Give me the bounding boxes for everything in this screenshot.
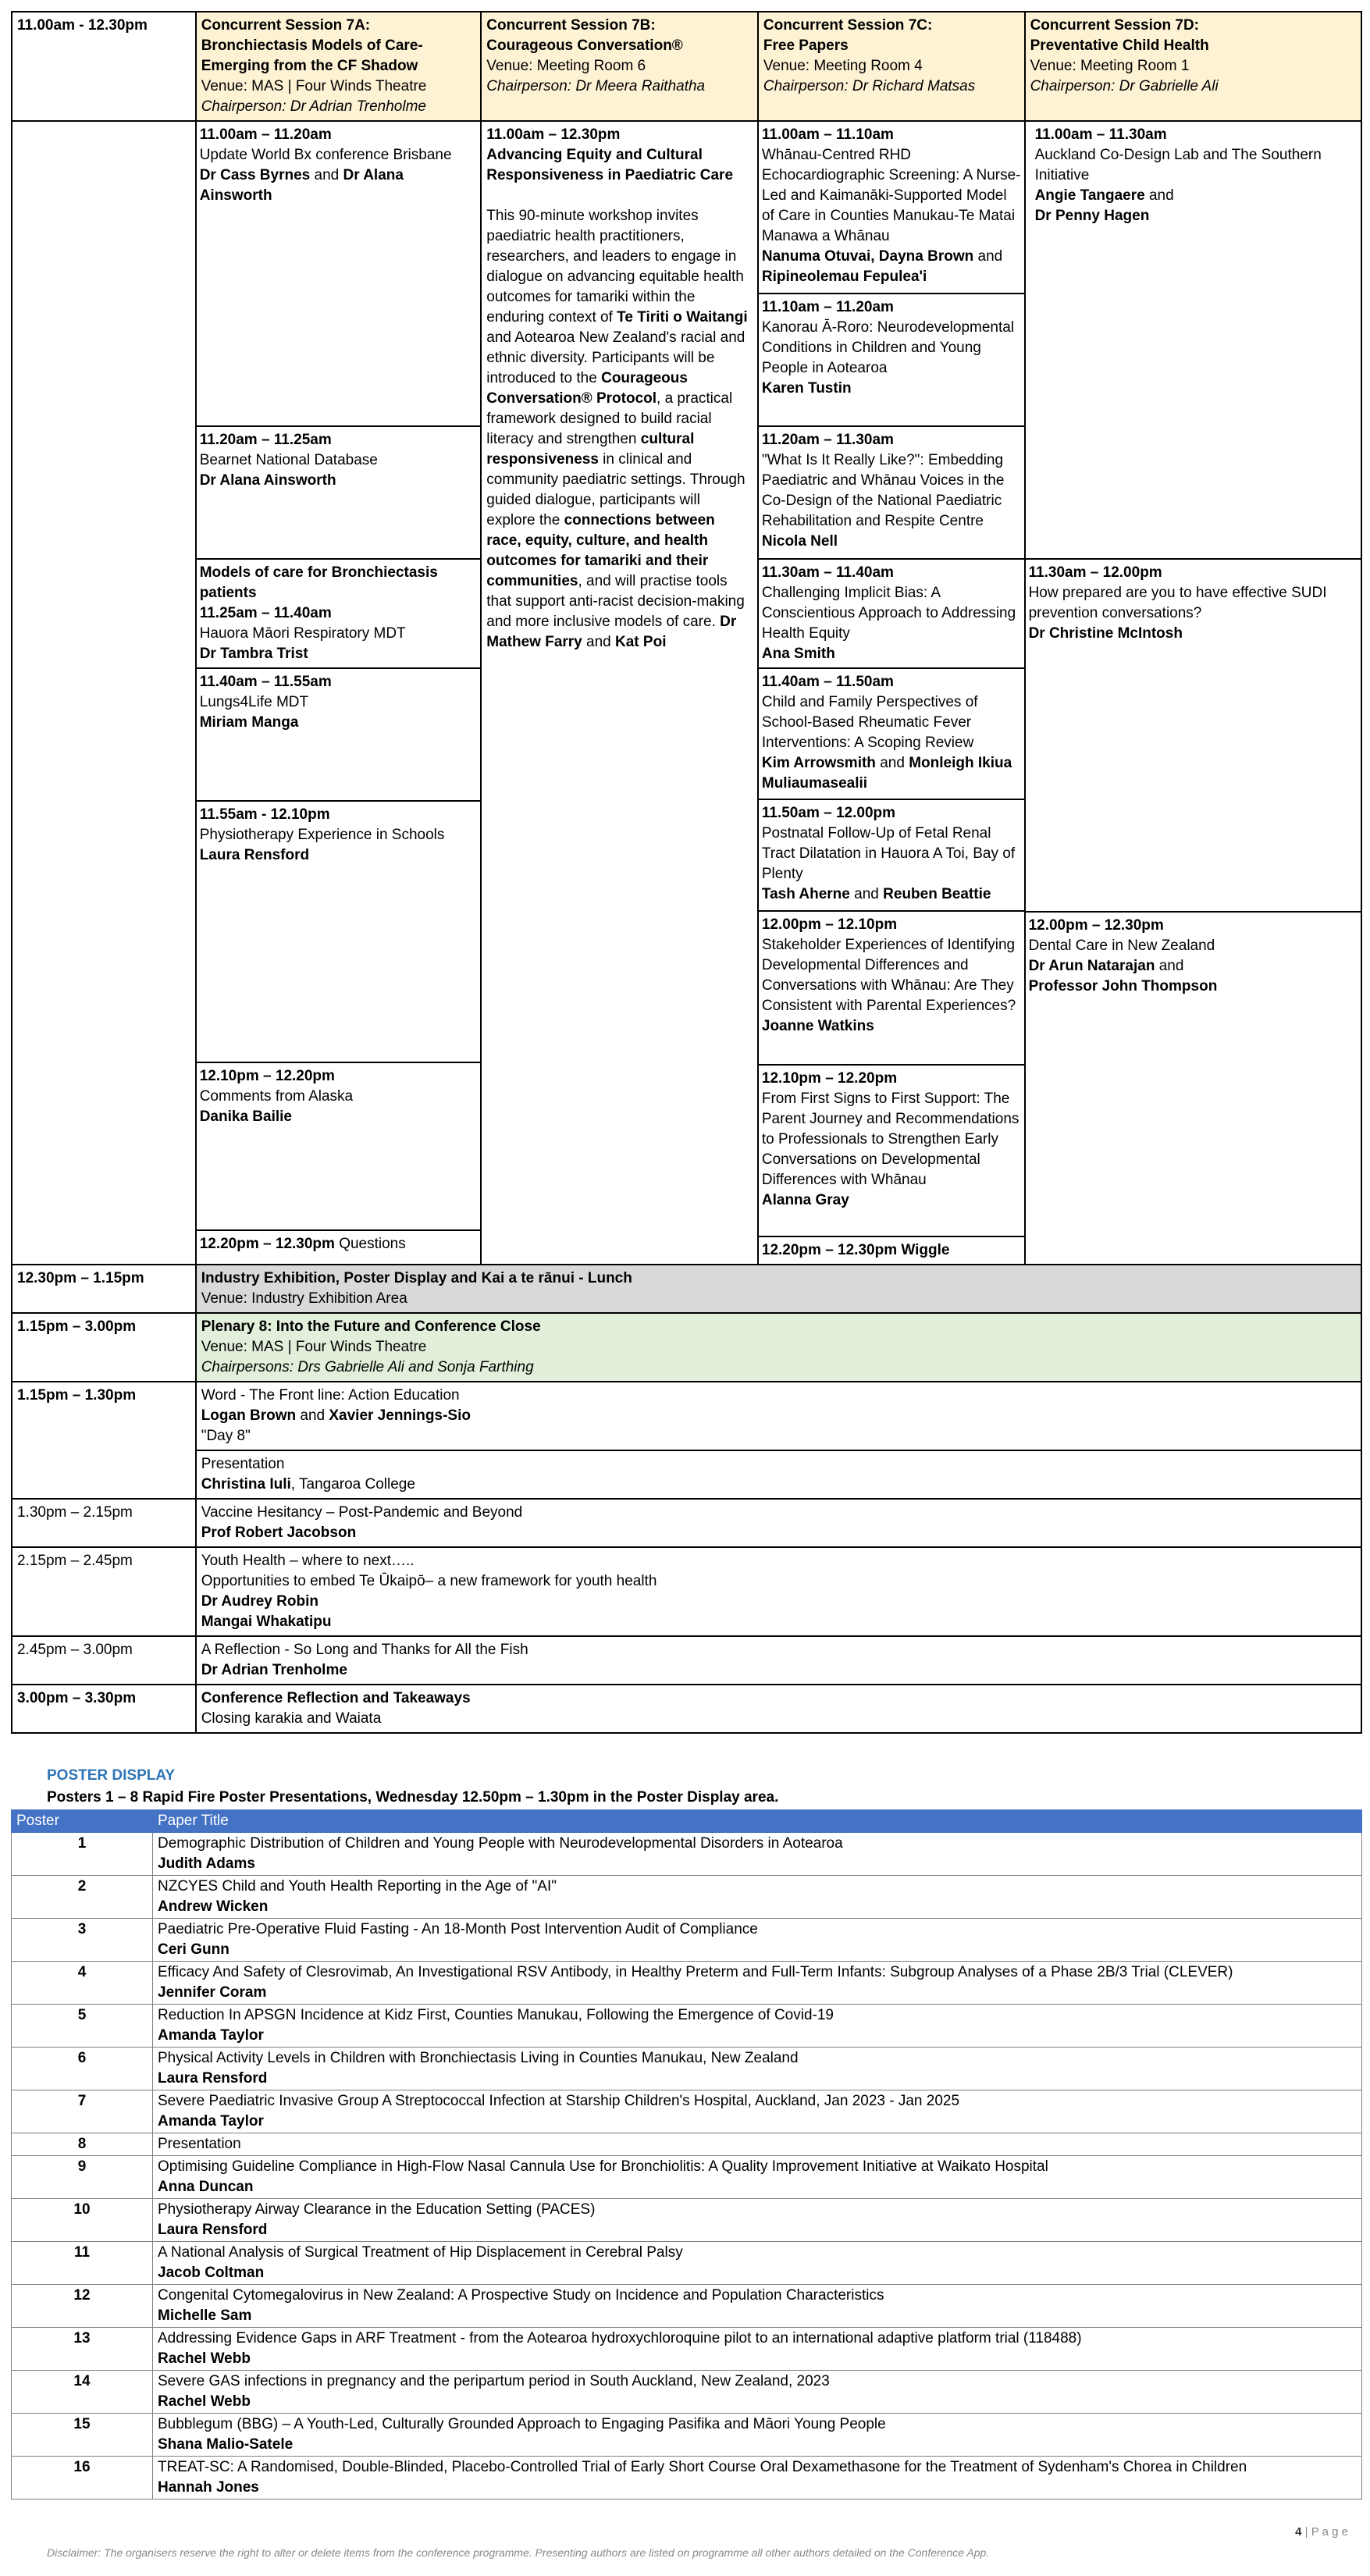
talk-time: 11.00am – 12.30pm bbox=[486, 126, 621, 143]
and-text: and bbox=[973, 248, 1003, 265]
desc-text: and Aotearoa New Zealand's racial and ethnic diversity. Participants will be introduced to the bbox=[486, 329, 745, 386]
speaker: Monleigh Ikiua Muliaumasealii bbox=[761, 755, 1012, 792]
talk-title: Stakeholder Experiences of Identifying Developmental Differences and Conversations with Whānau: Are They Consistent with Parental Experiences? bbox=[761, 937, 1016, 1014]
speaker: Tash Aherne bbox=[761, 886, 850, 902]
speaker: Dr Adrian Trenholme bbox=[201, 1662, 347, 1678]
poster-paper bbox=[153, 2414, 1362, 2457]
desc-bold: connections between race, equity, culture, and health outcomes for tamariki and their communities bbox=[486, 512, 715, 589]
lunch-venue: Venue: Industry Exhibition Area bbox=[201, 1290, 407, 1307]
empty-time-cell bbox=[12, 121, 196, 1265]
paper-author: Jacob Coltman bbox=[158, 2265, 265, 2281]
session-7a-column bbox=[196, 121, 482, 1265]
poster-display-subtitle: Posters 1 – 8 Rapid Fire Poster Presentations, Wednesday 12.50pm – 1.30pm in the Poster Display area. bbox=[47, 1789, 779, 1806]
speaker: Miriam Manga bbox=[199, 714, 299, 731]
disclaimer: Disclaimer: The organisers reserve the right to alter or delete items from the conference programme. Presenting authors are listed on programme all other authors detailed on the Conference App. bbox=[47, 2546, 990, 2559]
talk-item bbox=[759, 294, 1024, 426]
poster-row bbox=[12, 2090, 1362, 2133]
paper-title: NZCYES Child and Youth Health Reporting in the Age of "AI" bbox=[158, 1878, 557, 1895]
talk-title: From First Signs to First Support: The Parent Journey and Recommendations to Professionals to Strengthen Early Conversations on Developmental Differences with Whānau bbox=[761, 1091, 1019, 1188]
item-title: Closing karakia and Waiata bbox=[201, 1710, 382, 1727]
talk-time: 12.00pm – 12.10pm bbox=[761, 916, 898, 933]
talk-item bbox=[197, 1062, 481, 1230]
paper-title: Reduction In APSGN Incidence at Kidz First, Counties Manukau, Following the Emergence of Covid-19 bbox=[158, 2007, 834, 2023]
poster-paper bbox=[153, 2048, 1362, 2090]
poster-row bbox=[12, 2005, 1362, 2048]
desc-bold: Te Tiriti o Waitangi bbox=[617, 309, 748, 326]
desc-text: , a practical framework designed to build racial literacy and strengthen bbox=[486, 390, 733, 447]
talk-title: Lungs4Life MDT bbox=[199, 694, 309, 710]
poster-number: 10 bbox=[12, 2199, 153, 2242]
poster-number: 11 bbox=[12, 2242, 153, 2285]
talk-item bbox=[197, 668, 481, 801]
talk-time: 11.00am – 11.30am bbox=[1034, 126, 1167, 143]
speaker: Logan Brown bbox=[201, 1407, 297, 1424]
paper-author: Michelle Sam bbox=[158, 2307, 252, 2324]
session-7b-header bbox=[481, 12, 758, 121]
paper-title: Demographic Distribution of Children and Young People with Neurodevelopmental Disorders in Aotearoa bbox=[158, 1835, 843, 1852]
and-text: and bbox=[310, 167, 343, 183]
paper-author: Ceri Gunn bbox=[158, 1941, 230, 1958]
poster-row bbox=[12, 1919, 1362, 1962]
session-chair: Chairperson: Dr Richard Matsas bbox=[763, 78, 976, 94]
column-header: Poster bbox=[12, 1810, 153, 1833]
paper-title: Severe Paediatric Invasive Group A Streptococcal Infection at Starship Children's Hospital, Auckland, Jan 2023 - Jan 2025 bbox=[158, 2093, 960, 2109]
programme-table bbox=[11, 11, 1362, 1734]
talk-title: Advancing Equity and Cultural Responsiveness in Paediatric Care bbox=[486, 147, 734, 183]
paper-title: Severe GAS infections in pregnancy and the peripartum period in South Auckland, New Zealand, 2023 bbox=[158, 2373, 830, 2389]
talk-title: Hauora Māori Respiratory MDT bbox=[199, 625, 406, 642]
poster-row bbox=[12, 2242, 1362, 2285]
poster-table-header bbox=[12, 1810, 1362, 1833]
speaker: Dr Penny Hagen bbox=[1034, 208, 1150, 224]
talk-item bbox=[759, 559, 1024, 668]
plenary-time: 1.15pm – 3.00pm bbox=[12, 1313, 196, 1382]
poster-row bbox=[12, 1833, 1362, 1876]
talk-item bbox=[759, 911, 1024, 1065]
speaker: Nicola Nell bbox=[761, 533, 838, 550]
talk-title: Whānau-Centred RHD Echocardiographic Screening: A Nurse-Led and Kaimanāki-Supported Model of Care in Counties Manukau-Te Matai Manawa a Whānau bbox=[761, 147, 1021, 244]
poster-row bbox=[12, 2199, 1362, 2242]
talk-item bbox=[759, 122, 1024, 294]
plenary-item bbox=[196, 1382, 1361, 1450]
session-name: Bronchiectasis Models of Care- Emerging from the CF Shadow bbox=[201, 37, 423, 74]
session-name: Courageous Conversation® bbox=[486, 37, 683, 54]
poster-paper bbox=[153, 1919, 1362, 1962]
poster-paper bbox=[153, 2328, 1362, 2371]
item-title: Vaccine Hesitancy – Post-Pandemic and Beyond bbox=[201, 1504, 523, 1521]
speaker: Dr Christine McIntosh bbox=[1028, 625, 1183, 642]
lunch-cell bbox=[196, 1265, 1361, 1313]
talk-item bbox=[759, 668, 1024, 799]
column-header: Paper Title bbox=[153, 1810, 1362, 1833]
plenary-cell bbox=[196, 1313, 1361, 1382]
poster-paper bbox=[153, 2005, 1362, 2048]
item-title: Conference Reflection and Takeaways bbox=[201, 1690, 471, 1706]
talk-title: Auckland Co-Design Lab and The Southern Initiative bbox=[1034, 147, 1322, 183]
talk-title: Physiotherapy Experience in Schools bbox=[199, 827, 445, 843]
poster-row bbox=[12, 2133, 1362, 2156]
poster-row bbox=[12, 2328, 1362, 2371]
plenary-item-row bbox=[12, 1636, 1361, 1685]
poster-paper bbox=[153, 2457, 1362, 2500]
talk-item bbox=[759, 1065, 1024, 1236]
talk-title: Update World Bx conference Brisbane bbox=[199, 147, 452, 163]
talk-item bbox=[197, 122, 481, 426]
poster-paper bbox=[153, 1833, 1362, 1876]
plenary-item-row bbox=[12, 1547, 1361, 1636]
programme-page bbox=[11, 11, 1362, 1734]
session-title: Concurrent Session 7D: bbox=[1030, 17, 1199, 34]
speaker: Prof Robert Jacobson bbox=[201, 1525, 357, 1541]
talk-time: 11.55am - 12.10pm bbox=[199, 806, 330, 823]
talk-title: Comments from Alaska bbox=[199, 1088, 354, 1105]
poster-paper bbox=[153, 2371, 1362, 2414]
talk-item bbox=[197, 426, 481, 559]
speaker: Dr Arun Natarajan bbox=[1028, 958, 1155, 974]
paper-author: Amanda Taylor bbox=[158, 2113, 264, 2129]
speaker: Dr Mathew Farry bbox=[486, 614, 737, 650]
talk-time: 11.30am – 12.00pm bbox=[1028, 564, 1162, 581]
paper-author: Shana Malio-Satele bbox=[158, 2436, 294, 2453]
paper-author: Rachel Webb bbox=[158, 2350, 251, 2367]
talk-title: Questions bbox=[334, 1236, 406, 1252]
plenary-chair: Chairpersons: Drs Gabrielle Ali and Sonja Farthing bbox=[201, 1359, 534, 1375]
item-title: Word - The Front line: Action Education bbox=[201, 1387, 460, 1404]
session-name: Free Papers bbox=[763, 37, 849, 54]
poster-table bbox=[11, 1809, 1362, 2500]
poster-row bbox=[12, 2048, 1362, 2090]
poster-paper bbox=[153, 2156, 1362, 2199]
poster-row bbox=[12, 2457, 1362, 2500]
talk-time: 12.00pm – 12.30pm bbox=[1028, 917, 1164, 934]
session-title: Concurrent Session 7B: bbox=[486, 17, 656, 34]
speaker: Ripineolemau Fepulea'i bbox=[761, 269, 927, 285]
poster-number: 9 bbox=[12, 2156, 153, 2199]
paper-title: Physical Activity Levels in Children with Bronchiectasis Living in Counties Manukau, New Zealand bbox=[158, 2050, 799, 2066]
talk-item bbox=[197, 1230, 481, 1258]
item-title: Presentation bbox=[201, 1456, 285, 1472]
item-time: 3.00pm – 3.30pm bbox=[12, 1685, 196, 1733]
and-text: and bbox=[1144, 187, 1174, 204]
session-title: Concurrent Session 7A: bbox=[201, 17, 371, 34]
talk-time: 11.00am – 11.20am bbox=[199, 126, 332, 143]
plenary-row bbox=[12, 1313, 1361, 1382]
plenary-item bbox=[196, 1499, 1361, 1547]
talk-title: Bearnet National Database bbox=[199, 452, 378, 468]
item-title: Opportunities to embed Te Ūkaipō– a new framework for youth health bbox=[201, 1573, 657, 1589]
poster-number: 4 bbox=[12, 1962, 153, 2005]
speaker: Angie Tangaere bbox=[1034, 187, 1145, 204]
session-7a-header bbox=[196, 12, 482, 121]
poster-number: 5 bbox=[12, 2005, 153, 2048]
speaker: Dr Alana Ainsworth bbox=[199, 167, 404, 204]
poster-number: 2 bbox=[12, 1876, 153, 1919]
paper-author: Anna Duncan bbox=[158, 2179, 254, 2195]
talk-time: 11.40am – 11.55am bbox=[199, 674, 332, 690]
poster-paper bbox=[153, 2199, 1362, 2242]
paper-title: A National Analysis of Surgical Treatment of Hip Displacement in Cerebral Palsy bbox=[158, 2244, 683, 2261]
session-7b-column bbox=[481, 121, 758, 1265]
poster-number: 13 bbox=[12, 2328, 153, 2371]
session-7c-header bbox=[758, 12, 1025, 121]
poster-row bbox=[12, 2371, 1362, 2414]
session-7d-header bbox=[1025, 12, 1361, 121]
session-title: Concurrent Session 7C: bbox=[763, 17, 933, 34]
plenary-item bbox=[196, 1636, 1361, 1685]
paper-author: Laura Rensford bbox=[158, 2222, 268, 2238]
speaker: Mangai Whakatipu bbox=[201, 1614, 332, 1630]
talk-time: 11.40am – 11.50am bbox=[761, 674, 894, 690]
paper-title: Paediatric Pre-Operative Fluid Fasting - An 18-Month Post Intervention Audit of Compliance bbox=[158, 1921, 758, 1937]
page-sep: | bbox=[1301, 2525, 1311, 2539]
poster-paper bbox=[153, 2242, 1362, 2285]
page-num: 4 bbox=[1295, 2525, 1302, 2539]
talk-time: 12.10pm – 12.20pm bbox=[199, 1068, 335, 1084]
speaker: Kim Arrowsmith bbox=[761, 755, 876, 771]
talk-time: 11.10am – 11.20am bbox=[761, 299, 894, 315]
poster-number: 1 bbox=[12, 1833, 153, 1876]
paper-title: Congenital Cytomegalovirus in New Zealand: A Prospective Study on Incidence and Population Characteristics bbox=[158, 2287, 884, 2304]
speaker: Dr Cass Byrnes bbox=[199, 167, 311, 183]
poster-row bbox=[12, 1876, 1362, 1919]
talk-title: Postnatal Follow-Up of Fetal Renal Tract Dilatation in Hauora A Toi, Bay of Plenty bbox=[761, 825, 1016, 882]
talk-time: 12.20pm – 12.30pm bbox=[199, 1236, 335, 1252]
poster-row bbox=[12, 1962, 1362, 2005]
and-text: and bbox=[1155, 958, 1184, 974]
speaker: Ana Smith bbox=[761, 646, 835, 662]
poster-number: 12 bbox=[12, 2285, 153, 2328]
plenary-item-row bbox=[12, 1382, 1361, 1450]
talk-item bbox=[197, 559, 481, 668]
poster-number: 3 bbox=[12, 1919, 153, 1962]
speaker: Joanne Watkins bbox=[761, 1018, 874, 1034]
item-subtitle: "Day 8" bbox=[201, 1428, 251, 1444]
plenary-item-row bbox=[12, 1450, 1361, 1499]
poster-number: 6 bbox=[12, 2048, 153, 2090]
paper-title: Optimising Guideline Compliance in High-Flow Nasal Cannula Use for Bronchiolitis: A Quality Improvement Initiative at Waikato Hospital bbox=[158, 2158, 1048, 2175]
paper-title: Presentation bbox=[158, 2136, 241, 2152]
desc-text: , and will practise tools that support anti-racist decision-making and more inclusive models of care. bbox=[486, 573, 745, 630]
desc-text: This 90-minute workshop invites paediatric health practitioners, researchers, and leaders to engage in dialogue on advancing equitable health outcomes for tamariki within the enduring context of bbox=[486, 208, 744, 326]
item-time: 1.15pm – 1.30pm bbox=[12, 1382, 196, 1499]
talk-item bbox=[197, 801, 481, 1062]
paper-author: Andrew Wicken bbox=[158, 1898, 269, 1915]
session-venue: Venue: Meeting Room 4 bbox=[763, 58, 923, 74]
plenary-item bbox=[196, 1547, 1361, 1636]
talk-time: 12.10pm – 12.20pm bbox=[761, 1070, 898, 1087]
speaker: Laura Rensford bbox=[199, 847, 310, 863]
poster-row bbox=[12, 2414, 1362, 2457]
paper-title: Physiotherapy Airway Clearance in the Education Setting (PACES) bbox=[158, 2201, 596, 2218]
talk-item bbox=[759, 1236, 1024, 1264]
plenary-item-row bbox=[12, 1685, 1361, 1733]
and-text: and bbox=[875, 755, 909, 771]
poster-paper bbox=[153, 1876, 1362, 1919]
session-venue: Venue: Meeting Room 6 bbox=[486, 58, 646, 74]
speaker: Danika Bailie bbox=[199, 1108, 292, 1125]
lunch-title: Industry Exhibition, Poster Display and Kai a te rānui - Lunch bbox=[201, 1270, 632, 1286]
talk-time: 11.25am – 11.40am bbox=[199, 605, 332, 621]
talk-time: 11.50am – 12.00pm bbox=[761, 805, 896, 821]
poster-number: 16 bbox=[12, 2457, 153, 2500]
desc-bold: cultural responsiveness bbox=[486, 431, 695, 468]
plenary-title: Plenary 8: Into the Future and Conference Close bbox=[201, 1318, 541, 1335]
plenary-item bbox=[196, 1685, 1361, 1733]
item-time: 2.15pm – 2.45pm bbox=[12, 1547, 196, 1636]
talk-time: 12.20pm – 12.30pm Wiggle bbox=[761, 1242, 950, 1258]
talk-item bbox=[759, 799, 1024, 911]
poster-row bbox=[12, 2156, 1362, 2199]
talk-item bbox=[1026, 559, 1361, 912]
poster-number: 15 bbox=[12, 2414, 153, 2457]
and-text: and bbox=[296, 1407, 329, 1424]
and-text: and bbox=[582, 634, 616, 650]
page-label: P a g e bbox=[1311, 2525, 1348, 2539]
item-title: Youth Health – where to next….. bbox=[201, 1553, 415, 1569]
session-header-row bbox=[12, 12, 1361, 121]
talk-heading: Models of care for Bronchiectasis patients bbox=[199, 564, 438, 601]
page-number bbox=[1295, 2525, 1348, 2539]
session-chair: Chairperson: Dr Meera Raithatha bbox=[486, 78, 706, 94]
item-time: 2.45pm – 3.00pm bbox=[12, 1636, 196, 1685]
poster-number: 8 bbox=[12, 2133, 153, 2156]
paper-title: TREAT-SC: A Randomised, Double-Blinded, Placebo-Controlled Trial of Early Short Course Oral Dexamethasone for the Treatment of Sydenham's Chorea in Children bbox=[158, 2459, 1247, 2475]
plenary-venue: Venue: MAS | Four Winds Theatre bbox=[201, 1339, 427, 1355]
session-venue: Venue: MAS | Four Winds Theatre bbox=[201, 78, 427, 94]
session-time: 11.00am - 12.30pm bbox=[12, 12, 196, 121]
paper-title: Bubblegum (BBG) – A Youth-Led, Culturally Grounded Approach to Engaging Pasifika and Māori Young People bbox=[158, 2416, 886, 2432]
talk-time: 11.30am – 11.40am bbox=[761, 564, 894, 581]
paper-author: Rachel Webb bbox=[158, 2393, 251, 2410]
talk-time: 11.00am – 11.10am bbox=[761, 126, 894, 143]
desc-bold: Courageous Conversation® Protocol bbox=[486, 370, 688, 407]
talk-time: 11.20am – 11.30am bbox=[761, 432, 894, 448]
session-chair: Chairperson: Dr Adrian Trenholme bbox=[201, 98, 426, 115]
lunch-row bbox=[12, 1265, 1361, 1313]
speaker: Kat Poi bbox=[615, 634, 667, 650]
speaker: Nanuma Otuvai, Dayna Brown bbox=[761, 248, 974, 265]
session-name: Preventative Child Health bbox=[1030, 37, 1209, 54]
session-7c-column bbox=[758, 121, 1025, 1265]
poster-display-heading: POSTER DISPLAY bbox=[47, 1767, 176, 1784]
poster-number: 14 bbox=[12, 2371, 153, 2414]
item-title: A Reflection - So Long and Thanks for All the Fish bbox=[201, 1642, 528, 1658]
talk-item bbox=[759, 426, 1024, 559]
poster-paper bbox=[153, 2133, 1362, 2156]
talk-title: Dental Care in New Zealand bbox=[1028, 938, 1215, 954]
speaker: Professor John Thompson bbox=[1028, 978, 1218, 994]
organisation: , Tangaroa College bbox=[290, 1476, 415, 1493]
and-text: and bbox=[849, 886, 884, 902]
poster-number: 7 bbox=[12, 2090, 153, 2133]
talk-title: Child and Family Perspectives of School-Based Rheumatic Fever Interventions: A Scoping Review bbox=[761, 694, 978, 751]
paper-author: Judith Adams bbox=[158, 1856, 255, 1872]
plenary-item-row bbox=[12, 1499, 1361, 1547]
talk-title: Challenging Implicit Bias: A Conscientious Approach to Addressing Health Equity bbox=[761, 585, 1016, 642]
lunch-time: 12.30pm – 1.15pm bbox=[12, 1265, 196, 1313]
speaker: Alanna Gray bbox=[761, 1192, 849, 1208]
session-7d-column bbox=[1025, 121, 1361, 1265]
paper-author: Laura Rensford bbox=[158, 2070, 268, 2087]
paper-author: Hannah Jones bbox=[158, 2479, 259, 2496]
speaker: Christina Iuli bbox=[201, 1476, 291, 1493]
speaker: Dr Tambra Trist bbox=[199, 646, 308, 662]
talk-title: "What Is It Really Like?": Embedding Paediatric and Whānau Voices in the Co-Design of the National Paediatric Rehabilitation and Respite Centre bbox=[761, 452, 1005, 529]
sessions-body-row bbox=[12, 121, 1361, 1265]
speaker: Dr Audrey Robin bbox=[201, 1593, 318, 1610]
poster-paper bbox=[153, 1962, 1362, 2005]
item-time: 1.30pm – 2.15pm bbox=[12, 1499, 196, 1547]
workshop-description bbox=[486, 206, 753, 653]
talk-item bbox=[1026, 122, 1361, 559]
talk-title: How prepared are you to have effective SUDI prevention conversations? bbox=[1028, 585, 1327, 621]
speaker: Xavier Jennings-Sio bbox=[329, 1407, 471, 1424]
talk-title: Kanorau Ā-Roro: Neurodevelopmental Conditions in Children and Young People in Aotearoa bbox=[761, 319, 1015, 376]
speaker: Karen Tustin bbox=[761, 380, 852, 397]
talk-time: 11.20am – 11.25am bbox=[199, 432, 332, 448]
talk-item bbox=[1026, 912, 1361, 1254]
paper-author: Jennifer Coram bbox=[158, 1984, 267, 2001]
desc-text: in clinical and community paediatric settings. Through guided dialogue, participants will explore the bbox=[486, 451, 745, 528]
session-venue: Venue: Meeting Room 1 bbox=[1030, 58, 1190, 74]
speaker: Dr Alana Ainsworth bbox=[199, 472, 336, 489]
session-chair: Chairperson: Dr Gabrielle Ali bbox=[1030, 78, 1219, 94]
plenary-item bbox=[196, 1450, 1361, 1499]
paper-author: Amanda Taylor bbox=[158, 2027, 264, 2044]
poster-paper bbox=[153, 2090, 1362, 2133]
paper-title: Addressing Evidence Gaps in ARF Treatment - from the Aotearoa hydroxychloroquine pilot to an international adaptive platform trial (118488) bbox=[158, 2330, 1082, 2347]
paper-title: Efficacy And Safety of Clesrovimab, An Investigational RSV Antibody, in Healthy Preterm and Full-Term Infants: Subgroup Analyses of a Phase 2B/3 Trial (CLEVER) bbox=[158, 1964, 1233, 1980]
poster-row bbox=[12, 2285, 1362, 2328]
speaker: Reuben Beattie bbox=[883, 886, 991, 902]
poster-paper bbox=[153, 2285, 1362, 2328]
